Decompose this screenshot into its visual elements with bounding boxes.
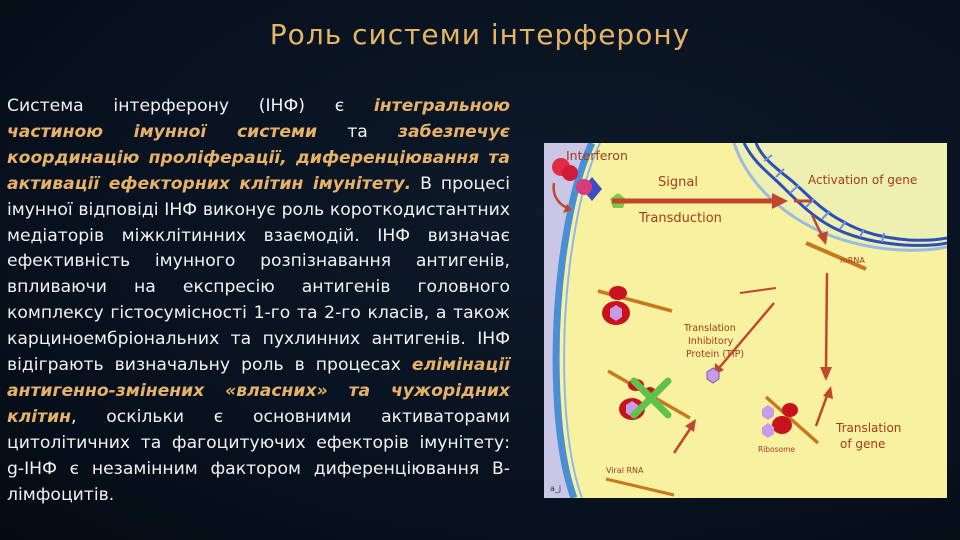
slide-title: Роль системи інтерферону [269,18,691,51]
label-tip-2: Inhibitory [688,336,734,347]
paragraph-highlight: забезпечує координацію проліферації, диференціювання та активації ефекторних клітин імунітету. [7,121,510,194]
paragraph-highlight: інтегральною частиною імунної системи [7,96,510,142]
label-tip-1: Translation [684,323,736,334]
label-interferon: Interferon [566,148,628,163]
label-activation: Activation of gene [808,173,918,187]
paragraph-text: В процесі імунної відповіді ІНФ виконує роль короткодистантних медіаторів міжклітинних взаємодій. ІНФ визначає ефективність імунного розпізнавання антигенів, впливаючи на експресію антигенів головного комплексу гістосумісності 1-го та 2-го класів, а також карциноембріональних та пухлинних антигенів. ІНФ відіграють визначальну роль в процесах [7,173,511,376]
label-ribosome: Ribosome [758,445,796,454]
corner-mark: a_j [550,484,562,493]
label-mrna: mRNA [840,256,865,265]
tip-hexagon [707,368,719,383]
paragraph-text: , оскільки є основними активаторами цитолітичних та фагоцитуючих ефекторів імунітету: g-ІНФ є незамінним фактором диференціювання В-лімфоцитів. [7,406,510,505]
receptor-subunit [576,179,592,195]
paragraph-text: Система інтерферону (ІНФ) є [7,96,374,116]
label-tip-3: Protein (TIP) [686,349,745,360]
interferon-mechanism-diagram [544,143,947,498]
label-viral-rna: Viral RNA [606,466,644,475]
label-translation-1: Translation [836,421,902,435]
label-translation-2: of gene [840,437,886,451]
paragraph-text: та [317,121,399,142]
label-signal: Signal [658,175,698,190]
paragraph-highlight: елімінації антигенно-змінених «власних» та чужорідних клітин [7,355,510,427]
label-transduction: Transduction [639,211,722,226]
interferon-molecule-2 [562,165,578,181]
translation-down-arrow [826,273,827,371]
slide-body-paragraph [7,94,510,509]
